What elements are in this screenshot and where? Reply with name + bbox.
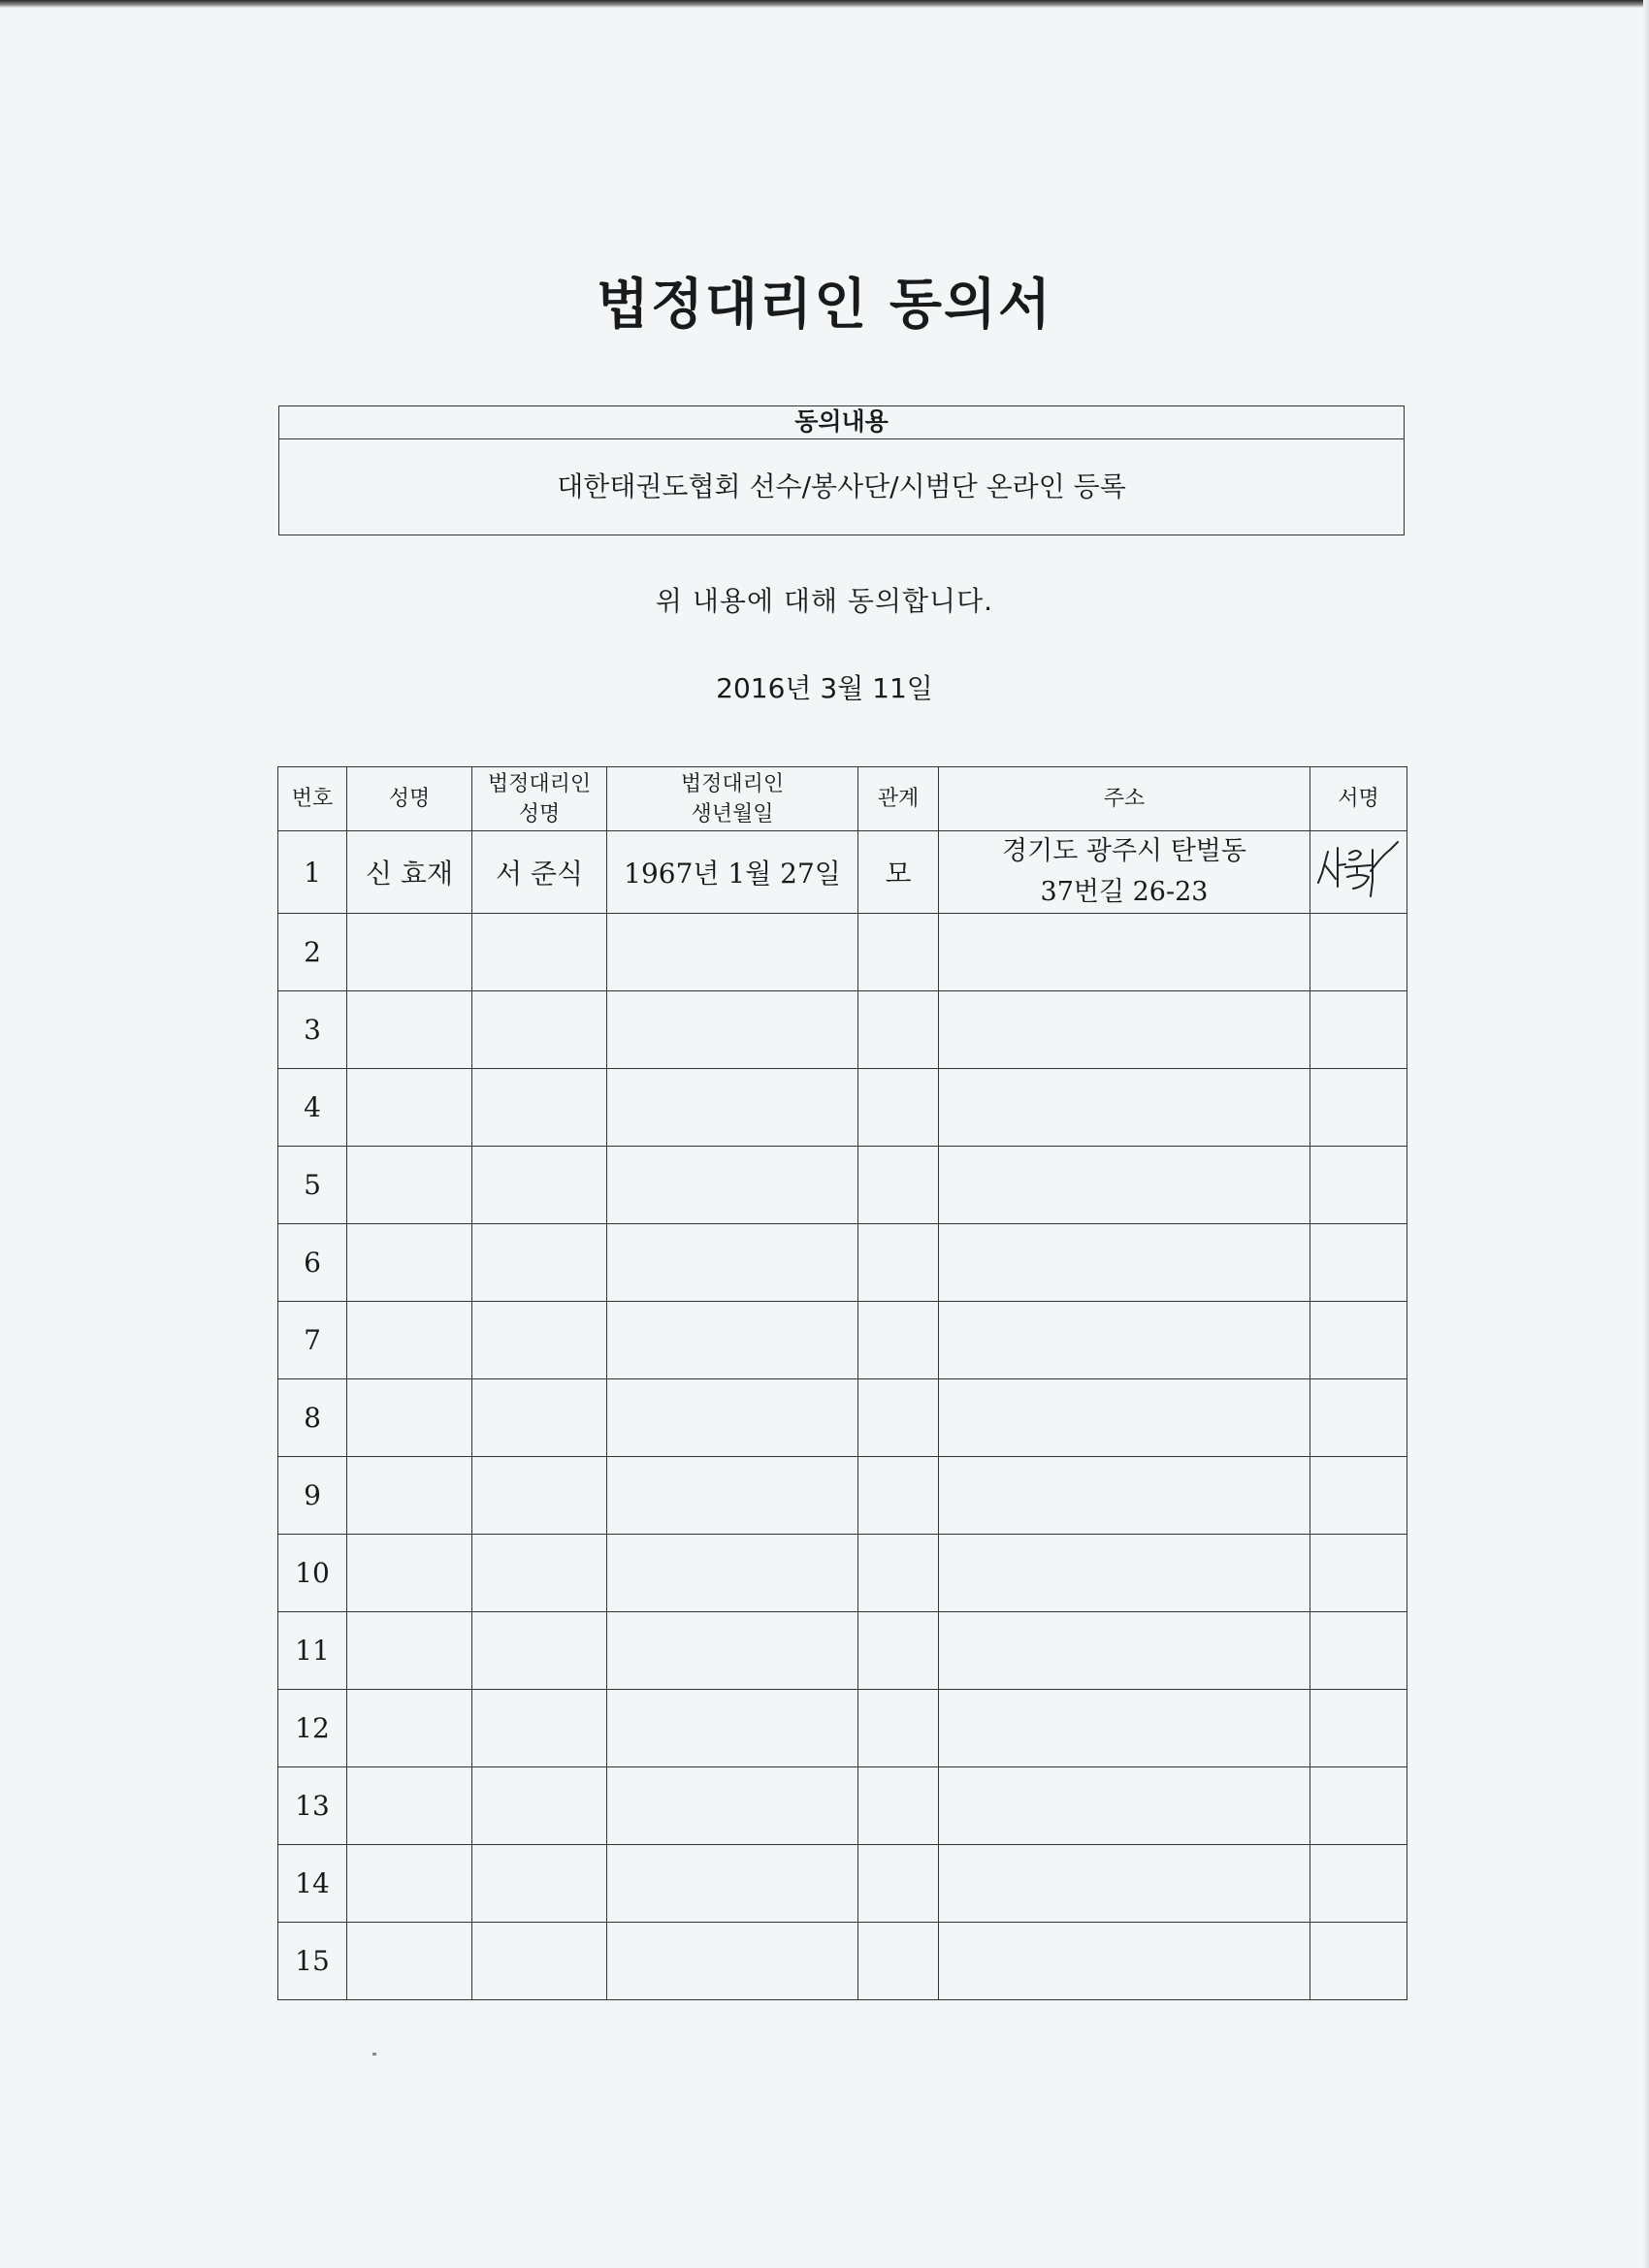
row-name [347, 1302, 472, 1379]
header-name: 성명 [347, 767, 472, 831]
document-title: 법정대리인 동의서 [596, 273, 1053, 337]
row-name [347, 1535, 472, 1612]
row-signature [1310, 1147, 1407, 1224]
handwritten-signature [1314, 838, 1404, 906]
table-row [278, 1690, 1407, 1767]
row-address [939, 1845, 1310, 1923]
consent-date: 2016년 3월 11일 [716, 672, 933, 704]
row-signature [1310, 1457, 1407, 1535]
row-no: 5 [278, 1147, 347, 1224]
header-signature: 서명 [1310, 767, 1407, 831]
row-guardian-name [472, 1224, 607, 1302]
row-relation: 모 [858, 831, 939, 914]
table-row [278, 1612, 1407, 1690]
row-signature [1310, 1224, 1407, 1302]
table-row [278, 1069, 1407, 1147]
row-relation [858, 991, 939, 1069]
table-row [278, 1379, 1407, 1457]
row-guardian-birth [607, 914, 858, 991]
header-address: 주소 [939, 767, 1310, 831]
row-name [347, 1147, 472, 1224]
row-name: 신 효재 [347, 831, 472, 914]
row-guardian-name [472, 1069, 607, 1147]
row-no: 15 [278, 1923, 347, 2000]
row-guardian-name [472, 1767, 607, 1845]
row-guardian-birth [607, 1069, 858, 1147]
row-no: 2 [278, 914, 347, 991]
table-row [278, 1147, 1407, 1224]
row-relation [858, 1690, 939, 1767]
row-guardian-name [472, 1379, 607, 1457]
row-no: 14 [278, 1845, 347, 1923]
row-no: 13 [278, 1767, 347, 1845]
row-guardian-birth [607, 1845, 858, 1923]
row-no: 12 [278, 1690, 347, 1767]
row-no: 11 [278, 1612, 347, 1690]
row-guardian-name [472, 1923, 607, 2000]
row-guardian-name [472, 991, 607, 1069]
consent-body: 대한태권도협회 선수/봉사단/시범단 온라인 등록 [557, 470, 1126, 502]
row-no: 1 [278, 831, 347, 914]
row-address [939, 1302, 1310, 1379]
table-row [278, 831, 1407, 914]
row-relation [858, 1845, 939, 1923]
row-relation [858, 914, 939, 991]
row-relation [858, 1224, 939, 1302]
row-no: 8 [278, 1379, 347, 1457]
row-signature [1310, 1845, 1407, 1923]
row-relation [858, 1612, 939, 1690]
row-signature [1310, 1767, 1407, 1845]
row-guardian-birth [607, 1379, 858, 1457]
guardian-roster-table [277, 766, 1407, 2000]
row-guardian-name [472, 1457, 607, 1535]
row-guardian-name [472, 1302, 607, 1379]
table-row [278, 1457, 1407, 1535]
row-signature [1310, 991, 1407, 1069]
row-signature [1310, 1690, 1407, 1767]
agree-statement: 위 내용에 대해 동의합니다. [655, 585, 994, 617]
header-guardian-birth-line1: 법정대리인 [680, 771, 785, 796]
table-row [278, 1535, 1407, 1612]
row-no: 3 [278, 991, 347, 1069]
row-guardian-birth [607, 1535, 858, 1612]
row-address [939, 1612, 1310, 1690]
row-guardian-name [472, 1690, 607, 1767]
row-address-line2: 37번길 26-23 [1040, 877, 1209, 907]
row-signature [1310, 914, 1407, 991]
row-relation [858, 1069, 939, 1147]
row-address [939, 1379, 1310, 1457]
row-guardian-name [472, 1612, 607, 1690]
row-signature [1310, 1535, 1407, 1612]
row-guardian-birth [607, 1690, 858, 1767]
row-name [347, 1923, 472, 2000]
row-guardian-name [472, 1845, 607, 1923]
header-guardian-name-line1: 법정대리인 [487, 771, 592, 796]
row-relation [858, 1923, 939, 2000]
row-signature [1310, 1302, 1407, 1379]
table-row [278, 1302, 1407, 1379]
row-name [347, 1379, 472, 1457]
row-guardian-birth [607, 1923, 858, 2000]
row-signature [1310, 831, 1407, 914]
row-guardian-birth [607, 1457, 858, 1535]
header-guardian-name-line2: 성명 [518, 801, 561, 826]
row-guardian-birth [607, 1612, 858, 1690]
row-name [347, 991, 472, 1069]
row-guardian-birth [607, 1147, 858, 1224]
row-guardian-name [472, 1147, 607, 1224]
row-address [939, 1767, 1310, 1845]
consent-header: 동의내용 [279, 406, 1404, 439]
row-relation [858, 1457, 939, 1535]
header-guardian-birth [607, 767, 858, 831]
row-address [939, 1923, 1310, 2000]
row-no: 9 [278, 1457, 347, 1535]
row-signature [1310, 1379, 1407, 1457]
row-relation [858, 1767, 939, 1845]
row-guardian-birth [607, 1224, 858, 1302]
row-no: 6 [278, 1224, 347, 1302]
table-row [278, 1845, 1407, 1923]
consent-box [278, 405, 1405, 535]
row-address [939, 1535, 1310, 1612]
table-row [278, 991, 1407, 1069]
header-relation: 관계 [858, 767, 939, 831]
row-guardian-name [472, 914, 607, 991]
header-no: 번호 [278, 767, 347, 831]
row-name [347, 1612, 472, 1690]
table-row [278, 1224, 1407, 1302]
header-guardian-birth-line2: 생년월일 [691, 801, 774, 826]
row-address [939, 831, 1310, 914]
row-address [939, 1457, 1310, 1535]
row-name [347, 1690, 472, 1767]
row-address [939, 1069, 1310, 1147]
row-no: 10 [278, 1535, 347, 1612]
row-guardian-birth: 1967년 1월 27일 [607, 831, 858, 914]
table-row [278, 914, 1407, 991]
table-header-row [278, 767, 1407, 831]
row-signature [1310, 1923, 1407, 2000]
row-relation [858, 1535, 939, 1612]
row-guardian-birth [607, 991, 858, 1069]
row-name [347, 1767, 472, 1845]
row-signature [1310, 1069, 1407, 1147]
row-guardian-birth [607, 1767, 858, 1845]
row-address [939, 1224, 1310, 1302]
row-name [347, 1845, 472, 1923]
row-name [347, 1069, 472, 1147]
row-name [347, 914, 472, 991]
row-name [347, 1224, 472, 1302]
row-address [939, 1690, 1310, 1767]
row-guardian-name [472, 1535, 607, 1612]
row-address [939, 914, 1310, 991]
table-row [278, 1923, 1407, 2000]
row-guardian-name: 서 준식 [472, 831, 607, 914]
scan-top-edge [0, 0, 1649, 8]
scan-right-edge [1643, 0, 1649, 2268]
row-relation [858, 1147, 939, 1224]
row-no: 7 [278, 1302, 347, 1379]
row-relation [858, 1379, 939, 1457]
header-guardian-name [472, 767, 607, 831]
scan-speck [372, 2053, 376, 2056]
row-relation [858, 1302, 939, 1379]
row-address [939, 991, 1310, 1069]
row-signature [1310, 1612, 1407, 1690]
row-address [939, 1147, 1310, 1224]
row-address-line1: 경기도 광주시 탄벌동 [1002, 836, 1246, 866]
row-name [347, 1457, 472, 1535]
row-no: 4 [278, 1069, 347, 1147]
row-guardian-birth [607, 1302, 858, 1379]
table-row [278, 1767, 1407, 1845]
